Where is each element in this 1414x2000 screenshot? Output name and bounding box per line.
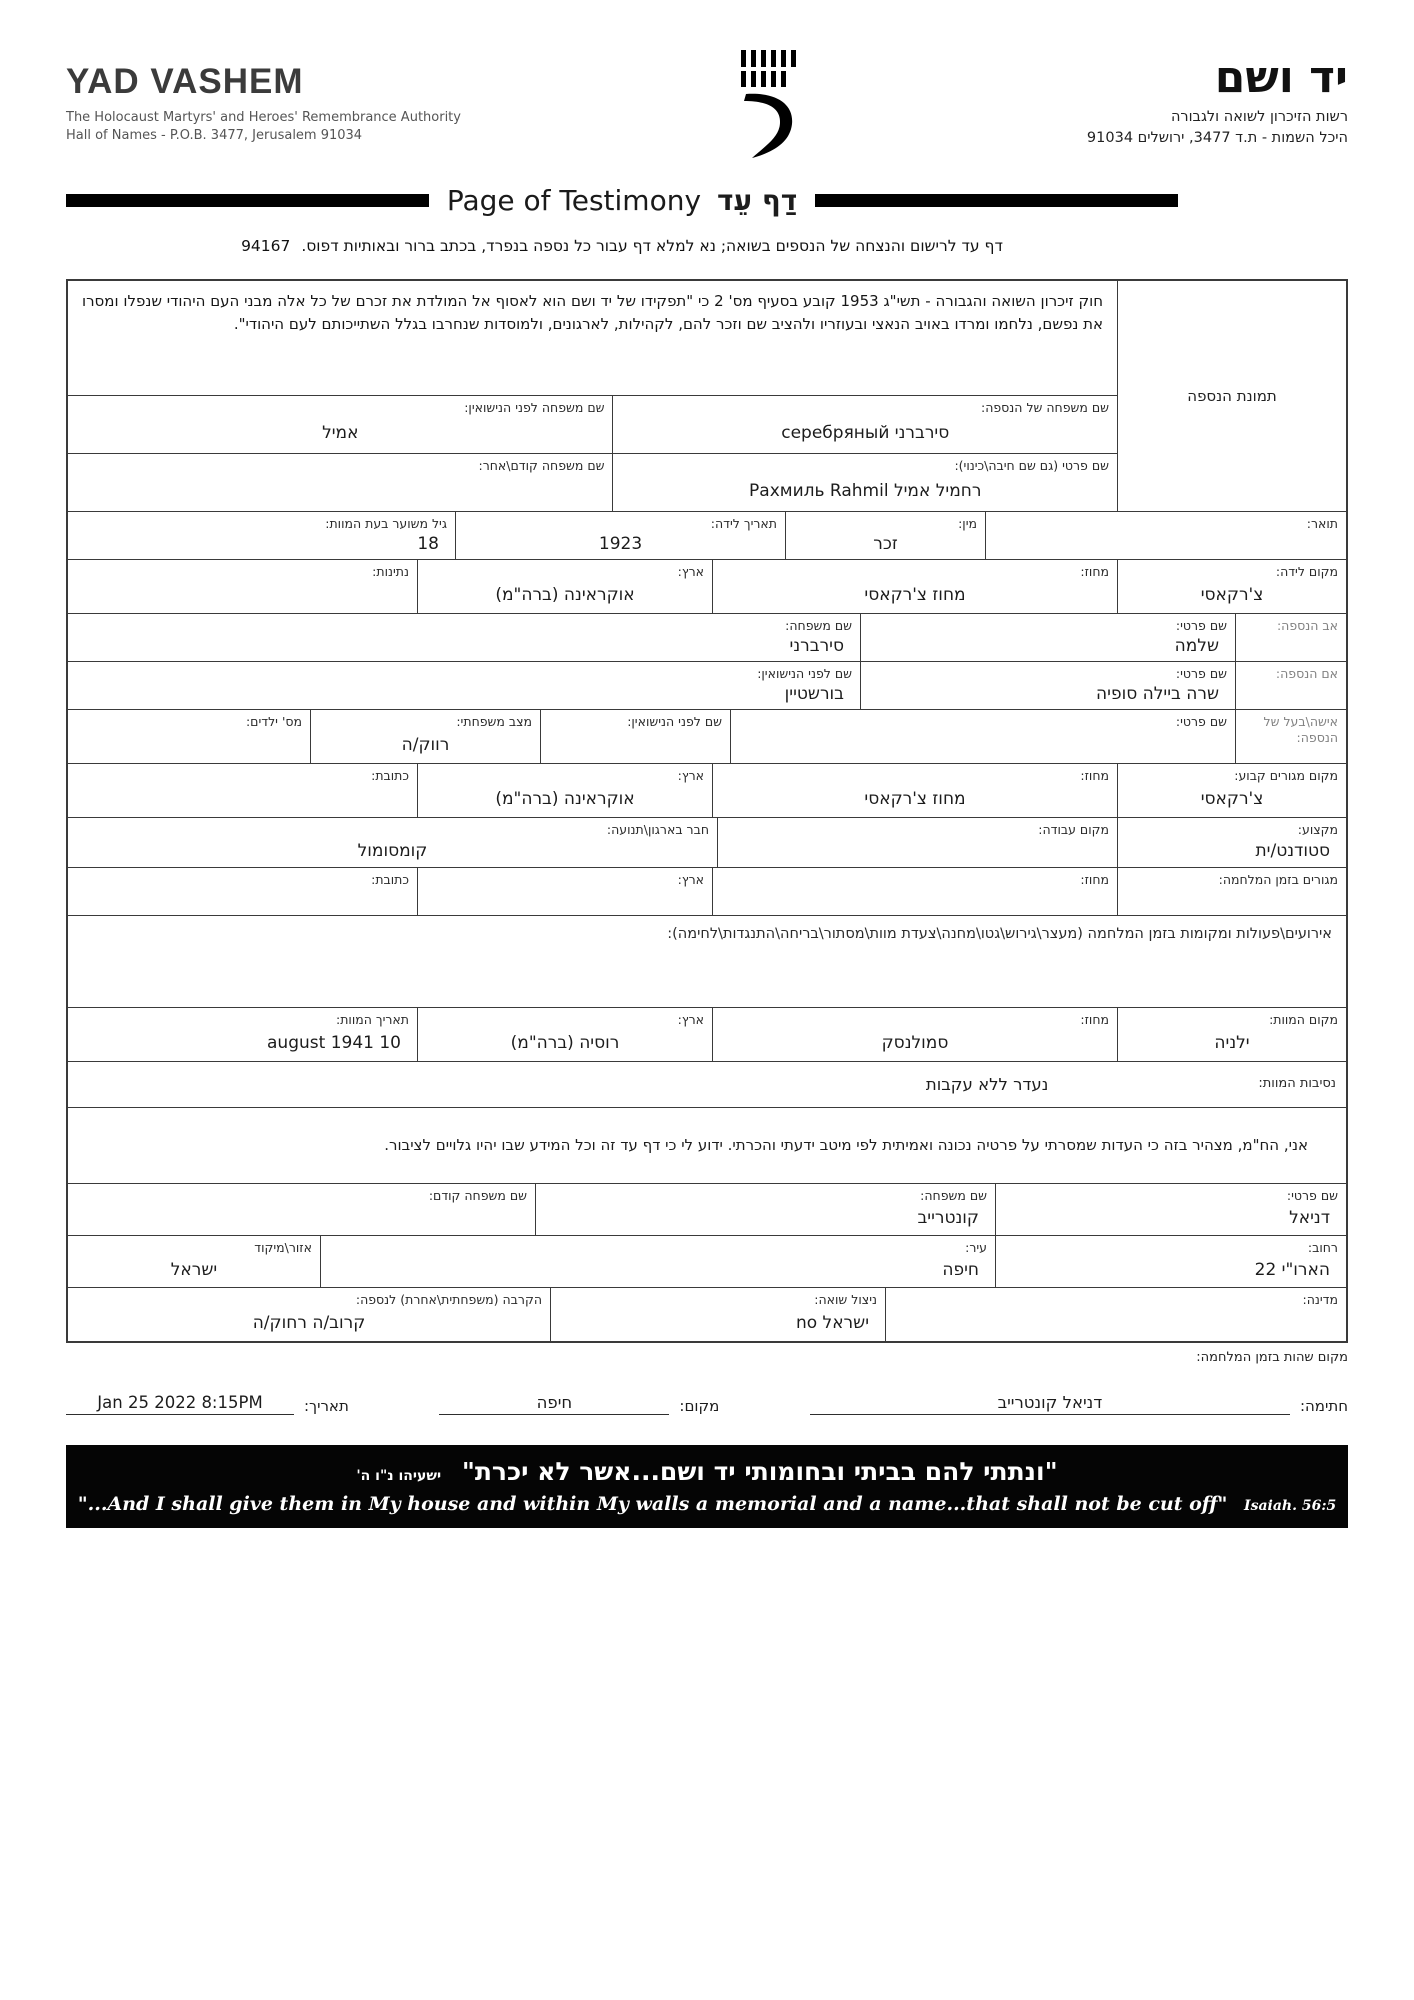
field-death-district — [713, 1008, 1118, 1061]
field-residence-address — [68, 764, 418, 817]
field-birth-place — [1118, 560, 1346, 613]
label: מצב משפחתי: — [456, 714, 532, 729]
label: ניצול שואה: — [814, 1292, 877, 1307]
label: מחוז: — [1080, 768, 1109, 783]
label: אזור\מיקוד — [254, 1240, 312, 1255]
banner-hebrew-reference: ישעיהו נ"ו ה' — [356, 1468, 442, 1484]
value: 18 — [417, 533, 439, 554]
value: august 1941 10 — [267, 1032, 401, 1053]
label: מס' ילדים: — [245, 714, 302, 729]
value: קומסומול — [357, 840, 428, 861]
value — [718, 838, 1117, 867]
yad-vashem-logo-icon — [724, 46, 810, 162]
label: הקרבה (משפחתית\אחרת) לנספה: — [355, 1292, 542, 1307]
label: עיר: — [965, 1240, 987, 1255]
value: ישראל — [170, 1259, 218, 1280]
label: מקום לידה: — [1275, 564, 1338, 579]
banner-english-reference: Isaiah. 56:5 — [1244, 1497, 1337, 1514]
field-wartime-address — [68, 868, 418, 915]
value: מחוז צ'רקאסי — [864, 584, 966, 605]
label: שם משפחה: — [920, 1188, 987, 1203]
field-death-date — [68, 1008, 418, 1061]
header-hebrew — [1018, 46, 1348, 149]
label: ארץ: — [677, 872, 704, 887]
signature-label: חתימה: — [1299, 1397, 1348, 1415]
label: מקום שהות בזמן המלחמה: — [1196, 1350, 1348, 1365]
field-wartime-country — [418, 868, 713, 915]
intro-text: דף עד לרישום והנצחה של הנספים בשואה; נא למלא דף עבור כל נספה בנפרד, בכתב ברור ובאותיות דפוס. — [301, 237, 1003, 255]
value — [713, 888, 1117, 915]
field-citizenship — [68, 560, 418, 613]
field-holocaust-survivor — [551, 1288, 886, 1341]
signature-place-value: חיפה — [439, 1393, 669, 1415]
value: צ'רקאסי — [1200, 584, 1264, 605]
field-residence-place — [1118, 764, 1346, 817]
label: מחוז: — [1080, 564, 1109, 579]
section-spouse — [1236, 710, 1346, 763]
value — [68, 888, 417, 915]
value — [418, 888, 712, 915]
field-death-circumstances — [68, 1062, 1346, 1107]
field-submitter-family-name — [536, 1184, 996, 1235]
form-row — [68, 511, 1346, 559]
label: שם משפחה קודם\אחר: — [478, 458, 605, 473]
form-row — [68, 1061, 1346, 1107]
form-row — [68, 661, 1346, 709]
signature-place-label: מקום: — [679, 1397, 720, 1415]
header-english — [66, 46, 516, 145]
value — [1118, 888, 1346, 915]
label: מין: — [958, 516, 977, 531]
value — [986, 532, 1346, 559]
value: סירברני — [789, 635, 844, 656]
label: ארץ: — [677, 768, 704, 783]
signature-date-label: תאריך: — [303, 1397, 349, 1415]
field-submitter-city — [321, 1236, 996, 1287]
section-mother — [1236, 662, 1346, 709]
label: אישה\בעל של הנספה: — [1263, 714, 1338, 745]
value: רוסיה (ברה"מ) — [510, 1032, 620, 1053]
form-row — [68, 1007, 1346, 1061]
form-row — [68, 867, 1346, 915]
title-bar — [66, 184, 1178, 217]
signature-date-value: Jan 25 2022 8:15PM — [66, 1393, 294, 1415]
field-residence-district — [713, 764, 1118, 817]
field-wartime-district — [713, 868, 1118, 915]
banner-english-verse — [76, 1493, 1338, 1515]
label: מקום מגורים קבוע: — [1234, 768, 1338, 783]
field-victim-birth-date — [456, 512, 786, 559]
page-title-en: Page of Testimony — [446, 184, 702, 217]
label: מקום המוות: — [1269, 1012, 1338, 1027]
org-subtitle-en-2: Hall of Names - P.O.B. 3477, Jerusalem 91034 — [66, 128, 363, 144]
value: סמולנסק — [881, 1032, 949, 1053]
field-submitter-region — [68, 1236, 321, 1287]
field-wartime-residence — [1118, 868, 1346, 915]
label: מקום עבודה: — [1038, 822, 1109, 837]
label: חבר בארגון\תנועה: — [606, 822, 709, 837]
label: אם הנספה: — [1275, 666, 1338, 681]
form-row — [68, 613, 1346, 661]
title-bar-right-rule — [815, 194, 1178, 207]
value — [68, 474, 612, 511]
field-profession — [1118, 818, 1346, 867]
label: מגורים בזמן המלחמה: — [1218, 872, 1338, 887]
label: גיל משוער בעת המוות: — [325, 516, 447, 531]
label: תואר: — [1306, 516, 1338, 531]
label: כתובת: — [371, 768, 409, 783]
section-father — [1236, 614, 1346, 661]
label: אב הנספה: — [1276, 618, 1338, 633]
label: נתינות: — [372, 564, 409, 579]
banner-hebrew-text: "ונתתי להם בביתי ובחומותי יד ושם...אשר לא יכרת" — [461, 1457, 1058, 1486]
value: ישראל no — [795, 1312, 869, 1333]
org-subtitle-en-1: The Holocaust Martyrs' and Heroes' Remembrance Authority — [66, 110, 461, 125]
field-spouse-maiden-name — [541, 710, 731, 763]
page-title — [447, 184, 797, 217]
value — [886, 1308, 1346, 1341]
form-row — [68, 281, 1117, 395]
field-victim-gender — [786, 512, 986, 559]
field-submitter-wartime-location — [66, 1350, 1348, 1365]
field-mother-first-name — [861, 662, 1236, 709]
label: שם משפחה לפני הנישואין: — [464, 400, 605, 415]
field-victim-first-name — [613, 454, 1117, 511]
org-title-he: יד ושם — [1214, 52, 1348, 103]
form-row — [68, 1287, 1346, 1341]
signature-value: דניאל קונטרייב — [810, 1393, 1290, 1415]
field-wartime-events — [68, 916, 1346, 1007]
label: תאריך המוות: — [335, 1012, 409, 1027]
banner-english-text: "...And I shall give them in My house and within My walls a memorial and a name...that shall not be cut off" — [77, 1492, 1228, 1515]
value: רחמיל אמיל Рахмиль Rahmil — [749, 480, 982, 501]
value: דניאל — [1289, 1207, 1330, 1228]
label: מקצוע: — [1297, 822, 1338, 837]
field-victim-title — [986, 512, 1346, 559]
field-workplace — [718, 818, 1118, 867]
form-row — [68, 709, 1346, 763]
org-subtitle-he-1: רשות הזיכרון לשואה ולגבורה — [1170, 109, 1348, 125]
field-relation-to-victim — [68, 1288, 551, 1341]
form-row — [68, 395, 1117, 453]
value: זכר — [873, 533, 898, 554]
label: שם פרטי (גם שם חיבה\כינוי): — [954, 458, 1109, 473]
value — [541, 730, 730, 763]
page-title-he: דַף עֵד — [717, 184, 798, 217]
form-row — [68, 817, 1346, 867]
field-death-country — [418, 1008, 713, 1061]
value: שלמה — [1174, 635, 1219, 656]
header — [66, 46, 1348, 162]
label: רחוב: — [1307, 1240, 1338, 1255]
field-submitter-first-name — [996, 1184, 1346, 1235]
label: שם פרטי: — [1286, 1188, 1338, 1203]
field-death-place — [1118, 1008, 1346, 1061]
form-row — [68, 1235, 1346, 1287]
value: רווק/ה — [401, 734, 450, 755]
field-spouse-first-name — [731, 710, 1236, 763]
title-bar-left-rule — [66, 194, 429, 207]
value: צ'רקאסי — [1200, 788, 1264, 809]
legal-text: חוק זיכרון השואה והגבורה - תשי"ג 1953 קובע בסעיף מס' 2 כי "תפקידו של יד ושם הוא לאסוף אל המולדת את זכרם של כל אלה מבני העם היהודי שנפלו ומסרו את נפשם, נלחמו ומרדו באויב הנאצי ובעוזריו ולהציב שם וזכר להם, לקהילות, לארגונים, ולמוסדות שנחרבו בגלל השתייכותם לעם היהודי". — [82, 292, 1103, 334]
field-residence-country — [418, 764, 713, 817]
field-birth-district — [713, 560, 1118, 613]
value: סירברני серебряный — [781, 422, 950, 443]
signature-row — [66, 1393, 1348, 1415]
label: ארץ: — [677, 564, 704, 579]
org-title-en: YAD VASHEM — [66, 62, 304, 101]
field-organization — [68, 818, 718, 867]
field-victim-maiden-name — [68, 396, 613, 453]
form-row — [68, 763, 1346, 817]
form-row — [68, 453, 1117, 511]
label: ארץ: — [677, 1012, 704, 1027]
value: סטודנט/ית — [1255, 840, 1330, 861]
label: מחוז: — [1080, 1012, 1109, 1027]
victim-photo-placeholder: תמונת הנספה — [1187, 387, 1277, 405]
field-father-first-name — [861, 614, 1236, 661]
label: אירועים\פעולות ומקומות בזמן המלחמה (מעצר\גירוש\גטו\מחנה\צעדת מוות\מסתור\בריחה\התנגדות\לחימה): — [667, 926, 1332, 942]
top-section-fields — [68, 281, 1118, 511]
label: שם משפחה: — [785, 618, 852, 633]
value — [68, 580, 417, 613]
testimony-form — [66, 279, 1348, 1343]
value: מחוז צ'רקאסי — [864, 788, 966, 809]
value: חיפה — [942, 1259, 979, 1280]
value: שרה ביילה סופיה — [1096, 683, 1219, 704]
value: 1923 — [598, 533, 643, 554]
field-submitter-country — [886, 1288, 1346, 1341]
value — [68, 730, 310, 763]
org-subtitle-he-2: היכל השמות - ת.ד 3477, ירושלים 91034 — [1086, 130, 1348, 147]
label: מדינה: — [1302, 1292, 1338, 1307]
value: קונטרייב — [917, 1207, 979, 1228]
field-submitter-street — [996, 1236, 1346, 1287]
label: שם פרטי: — [1175, 714, 1227, 729]
value: הארו"י 22 — [1254, 1259, 1330, 1280]
form-row — [68, 915, 1346, 1007]
field-birth-country — [418, 560, 713, 613]
label: מחוז: — [1080, 872, 1109, 887]
label: נסיבות המוות: — [1258, 1076, 1336, 1092]
top-section — [68, 281, 1346, 511]
form-row — [68, 1183, 1346, 1235]
field-mother-maiden-name — [68, 662, 861, 709]
intro-line — [66, 237, 1178, 255]
value — [731, 730, 1235, 763]
field-victim-family-name — [613, 396, 1117, 453]
label: שם לפני הנישואין: — [757, 666, 852, 681]
label: כתובת: — [371, 872, 409, 887]
value — [68, 784, 417, 817]
value: ילניה — [1214, 1032, 1250, 1053]
value — [68, 1204, 535, 1235]
field-marital-status — [311, 710, 541, 763]
label: שם משפחה של הנספה: — [981, 400, 1109, 415]
value: אוקראינה (ברה"מ) — [495, 788, 635, 809]
label: שם לפני הנישואין: — [627, 714, 722, 729]
value: קרוב/ה רחוק/ה — [252, 1312, 366, 1333]
value — [68, 943, 1346, 1007]
label: שם משפחה קודם: — [428, 1188, 527, 1203]
field-submitter-former-name — [68, 1184, 536, 1235]
value: אוקראינה (ברה"מ) — [495, 584, 635, 605]
form-number: 94167 — [241, 237, 291, 255]
label: שם פרטי: — [1175, 618, 1227, 633]
value: בורשטיין — [784, 683, 844, 704]
field-victim-former-name — [68, 454, 613, 511]
value: נעדר ללא עקבות — [925, 1075, 1049, 1094]
field-num-children — [68, 710, 311, 763]
form-row — [68, 559, 1346, 613]
label: שם פרטי: — [1175, 666, 1227, 681]
label: תאריך לידה: — [710, 516, 777, 531]
field-father-family-name — [68, 614, 861, 661]
banner-hebrew-verse — [76, 1456, 1338, 1489]
form-row — [68, 1107, 1346, 1183]
declaration-text: אני, הח"מ, מצהיר בזה כי העדות שמסרתי על פרטיה נכונה ואמיתית לפי מיטב ידעתי והכרתי. ידוע לי כי דף עד זה וכל המידע שבו יהיו גלויים לציבור. — [384, 1136, 1308, 1155]
field-victim-age-at-death — [68, 512, 456, 559]
scripture-banner — [66, 1445, 1348, 1528]
value: אמיל — [322, 422, 359, 443]
